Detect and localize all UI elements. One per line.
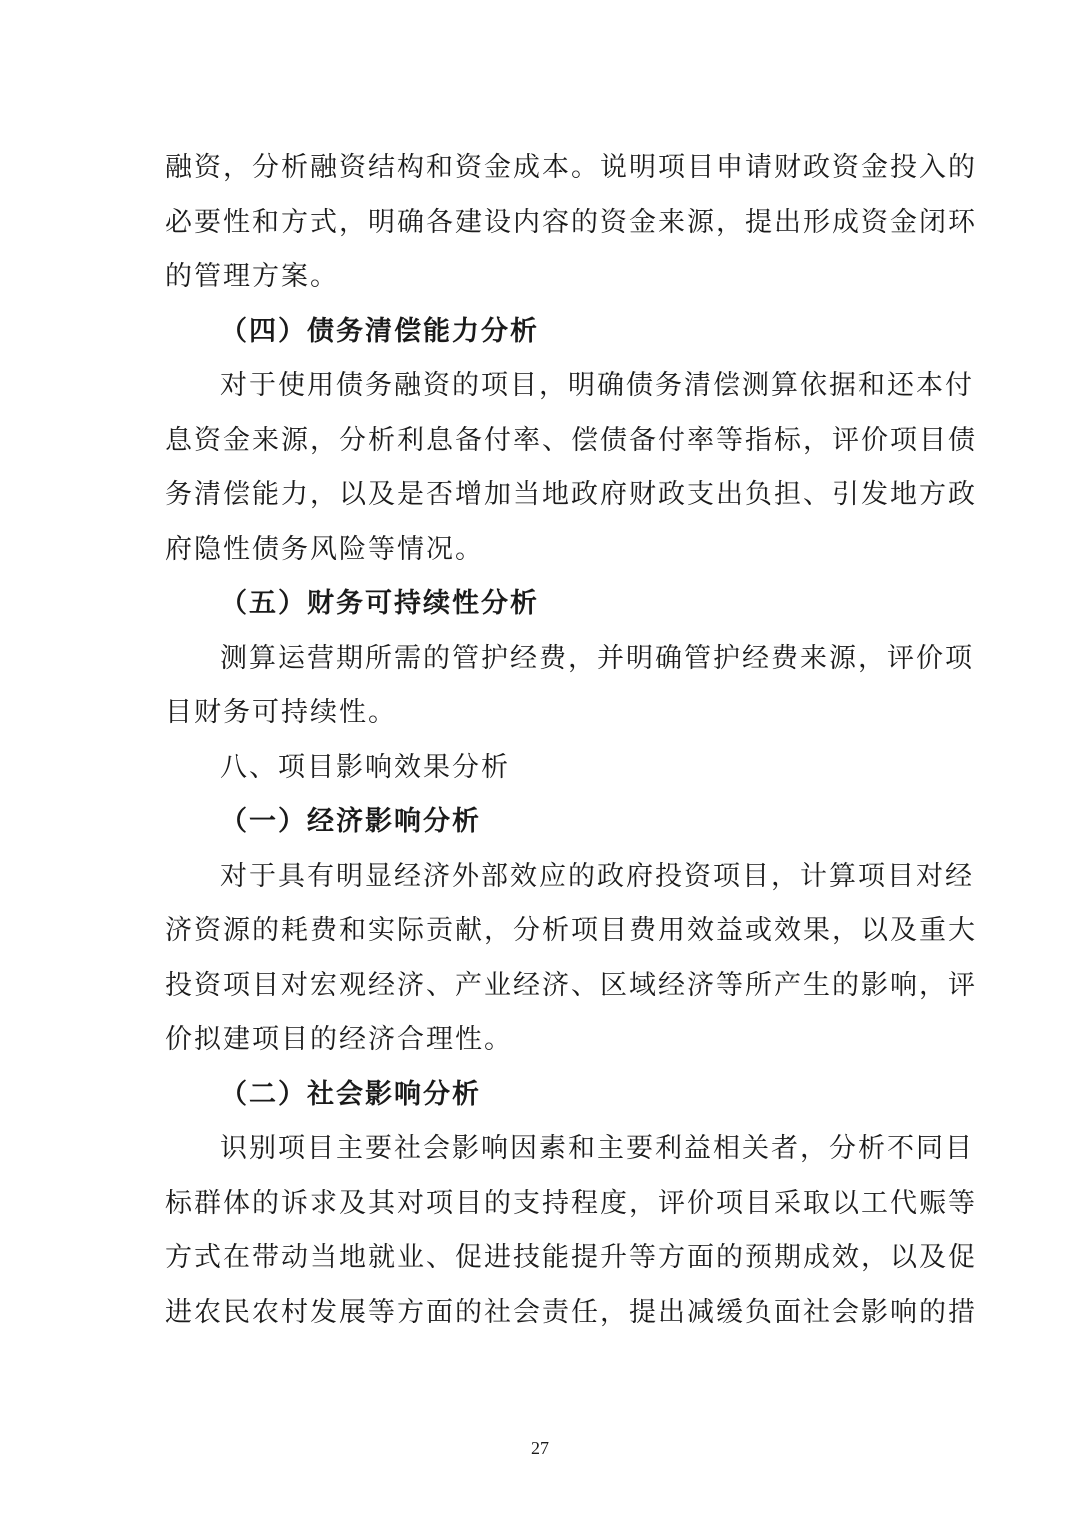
chapter-heading-impact-analysis: 八、项目影响效果分析 bbox=[220, 752, 510, 783]
body-text-line: 府隐性债务风险等情况。 bbox=[165, 534, 484, 565]
body-text-line: 融资，分析融资结构和资金成本。说明项目申请财政资金投入的 bbox=[165, 152, 977, 183]
body-text-line: 投资项目对宏观经济、产业经济、区域经济等所产生的影响，评 bbox=[165, 970, 977, 1001]
body-text-line: 方式在带动当地就业、促进技能提升等方面的预期成效，以及促 bbox=[165, 1242, 977, 1273]
body-text-line: 对于使用债务融资的项目，明确债务清偿测算依据和还本付 bbox=[220, 370, 974, 401]
body-text-line: 标群体的诉求及其对项目的支持程度，评价项目采取以工代赈等 bbox=[165, 1188, 977, 1219]
body-text-line: 识别项目主要社会影响因素和主要利益相关者，分析不同目 bbox=[220, 1133, 974, 1164]
body-text-line: 价拟建项目的经济合理性。 bbox=[165, 1024, 513, 1055]
section-heading-social-impact: （二）社会影响分析 bbox=[220, 1079, 481, 1110]
body-text-line: 进农民农村发展等方面的社会责任，提出减缓负面社会影响的措 bbox=[165, 1297, 977, 1328]
body-text-line: 测算运营期所需的管护经费，并明确管护经费来源，评价项 bbox=[220, 643, 974, 674]
body-text-line: 目财务可持续性。 bbox=[165, 697, 397, 728]
body-text-line: 必要性和方式，明确各建设内容的资金来源，提出形成资金闭环 bbox=[165, 207, 977, 238]
section-heading-economic-impact: （一）经济影响分析 bbox=[220, 806, 481, 837]
body-text-line: 务清偿能力，以及是否增加当地政府财政支出负担、引发地方政 bbox=[165, 479, 977, 510]
section-heading-debt-repayment: （四）债务清偿能力分析 bbox=[220, 316, 539, 347]
body-text-line: 济资源的耗费和实际贡献，分析项目费用效益或效果，以及重大 bbox=[165, 915, 977, 946]
body-text-line: 息资金来源，分析利息备付率、偿债备付率等指标，评价项目债 bbox=[165, 425, 977, 456]
page-number: 27 bbox=[531, 1438, 549, 1458]
body-text-line: 对于具有明显经济外部效应的政府投资项目，计算项目对经 bbox=[220, 861, 974, 892]
body-text-line: 的管理方案。 bbox=[165, 261, 339, 292]
section-heading-financial-sustainability: （五）财务可持续性分析 bbox=[220, 588, 539, 619]
